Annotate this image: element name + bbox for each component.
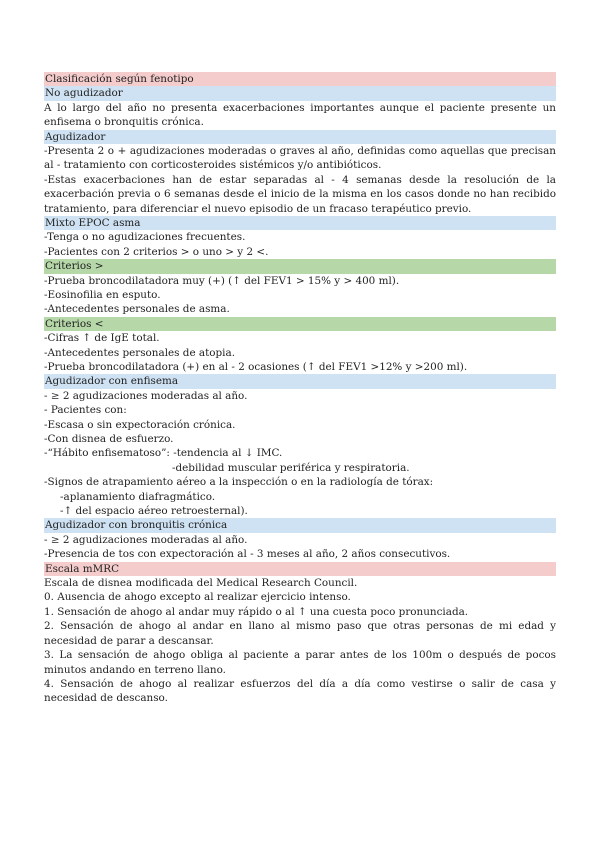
section-header-mmrc: Escala mMRC [44,562,556,576]
list-item: 4. Sensación de ahogo al realizar esfuerzos del día a día como vestirse o salir de casa y necesidad de descanso. [44,677,556,705]
list-item: Escala de disnea modificada del Medical Research Council. [44,577,358,590]
list-item: -Antecedentes personales de atopia. [44,346,236,359]
section-header-mixto: Mixto EPOC asma [44,216,556,230]
list-item: -Prueba broncodilatadora muy (+) (↑ del FEV1 > 15% y > 400 ml). [44,274,400,287]
document-page [44,72,556,706]
list-item: -Signos de atrapamiento aéreo a la inspección o en la radiología de tórax: [44,476,434,489]
paragraph-agudizador-2: -Estas exacerbaciones han de estar separadas al - 4 semanas desde la resolución de la exacerbación previa o 6 semanas desde el inicio de la misma en los casos donde no han recibido tratamiento, para diferenciar el nuevo episodio de un fracaso terapéutico previo. [44,173,556,215]
section-header-bronquitis: Agudizador con bronquitis crónica [44,518,556,532]
list-item: - Pacientes con: [44,404,127,417]
paragraph-agudizador-1: -Presenta 2 o + agudizaciones moderadas o graves al año, definidas como aquellas que precisan al - tratamiento con corticosteroides sistémicos y/o antibióticos. [44,144,556,172]
list-item: -“Hábito enfisematoso”: -tendencia al ↓ IMC. [44,447,283,460]
list-item: -Antecedentes personales de asma. [44,303,230,316]
list-item: -Eosinofilia en esputo. [44,289,161,302]
list-item: 2. Sensación de ahogo al andar en llano al mismo paso que otras personas de mi edad y necesidad de parar a descansar. [44,620,556,647]
list-item: 1. Sensación de ahogo al andar muy rápido o al ↑ una cuesta poco pronunciada. [44,605,469,618]
list-item: -Cifras ↑ de IgE total. [44,332,160,345]
section-header-no-agudizador: No agudizador [44,86,556,100]
section-header-clasificacion: Clasificación según fenotipo [44,72,556,86]
list-item: -aplanamiento diafragmático. [60,490,216,503]
list-item: -↑ del espacio aéreo retroesternal). [60,505,248,518]
section-header-agudizador: Agudizador [44,130,556,144]
section-header-criterios-menores: Criterios < [44,317,556,331]
paragraph-no-agudizador: A lo largo del año no presenta exacerbaciones importantes aunque el paciente presente un enfisema o bronquitis crónica. [44,101,556,129]
list-item: - ≥ 2 agudizaciones moderadas al año. [44,533,248,546]
list-item: -Tenga o no agudizaciones frecuentes. [44,231,246,244]
list-item: -Con disnea de esfuerzo. [44,433,174,446]
section-header-criterios-mayores: Criterios > [44,259,556,273]
list-item: -debilidad muscular periférica y respiratoria. [172,461,410,474]
list-item: -Escasa o sin expectoración crónica. [44,418,236,431]
list-item: 0. Ausencia de ahogo excepto al realizar ejercicio intenso. [44,591,351,604]
list-item: -Pacientes con 2 criterios > o uno > y 2 <. [44,245,269,258]
list-item: -Presencia de tos con expectoración al - 3 meses al año, 2 años consecutivos. [44,548,451,561]
list-item: - ≥ 2 agudizaciones moderadas al año. [44,389,248,402]
section-header-enfisema: Agudizador con enfisema [44,374,556,388]
list-item: 3. La sensación de ahogo obliga al paciente a parar antes de los 100m o después de pocos minutos andando en terreno llano. [44,649,556,676]
list-item: -Prueba broncodilatadora (+) en al - 2 ocasiones (↑ del FEV1 >12% y >200 ml). [44,361,468,374]
